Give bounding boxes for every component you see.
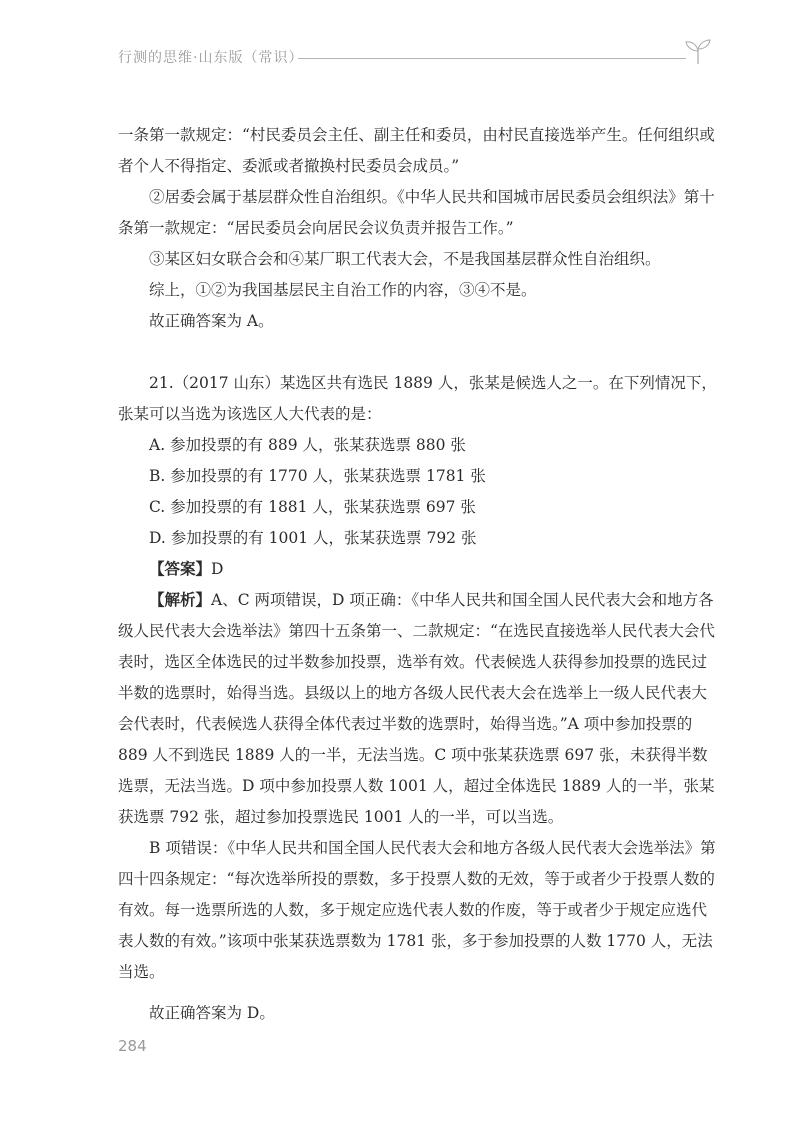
option-b: B. 参加投票的有 1770 人，张某获选票 1781 张 bbox=[149, 467, 486, 485]
paragraph: 一条第一款规定：“村民委员会主任、副主任和委员，由村民直接选举产生。任何组织或者个人不得指定、委派或者撤换村民委员会成员。” bbox=[118, 126, 715, 175]
running-header bbox=[118, 44, 718, 74]
analysis-paragraph bbox=[118, 585, 718, 833]
paragraph: 综上，①②为我国基层民主自治工作的内容，③④不是。 bbox=[149, 281, 537, 299]
question-stem: 21.（2017 山东）某选区共有选民 1889 人，张某是候选人之一。在下列情况下，张某可以当选为该选区人大代表的是： bbox=[118, 374, 717, 423]
analysis-label: 【解析】 bbox=[149, 591, 212, 609]
book-title: 行测的思维·山东版（常识） bbox=[118, 50, 304, 66]
page-body bbox=[118, 120, 718, 1029]
answer-label: 【答案】 bbox=[149, 560, 212, 578]
analysis-paragraph: B 项错误：《中华人民共和国全国人民代表大会和地方各级人民代表大会选举法》第四十四条规定：“每次选举所投的票数，多于投票人数的无效，等于或者少于投票人数的有效。每一选票所选的人数，多于规定应选代表人数的作废，等于或者少于规定应选代表人数的有效。”该项中张某获选票数为 1781 张，多于参加投票的人数 1770 人，无法当选。 bbox=[118, 839, 716, 981]
answer-line bbox=[118, 554, 718, 585]
option-a: A. 参加投票的有 889 人，张某获选票 880 张 bbox=[149, 436, 466, 454]
paragraph: 故正确答案为 A。 bbox=[149, 312, 274, 330]
header-divider bbox=[298, 58, 686, 59]
sprout-icon bbox=[684, 38, 712, 64]
paragraph: ③某区妇女联合会和④某厂职工代表大会，不是我国基层群众性自治组织。 bbox=[149, 250, 661, 268]
conclusion: 故正确答案为 D。 bbox=[149, 1004, 275, 1022]
page-number: 284 bbox=[118, 1037, 147, 1055]
paragraph: ②居委会属于基层群众性自治组织。《中华人民共和国城市居民委员会组织法》第十条第一款规定：“居民委员会向居民会议负责并报告工作。” bbox=[118, 188, 715, 237]
option-c: C. 参加投票的有 1881 人，张某获选票 697 张 bbox=[149, 498, 476, 516]
option-d: D. 参加投票的有 1001 人，张某获选票 792 张 bbox=[149, 529, 477, 547]
analysis-text: A、C 两项错误，D 项正确：《中华人民共和国全国人民代表大会和地方各级人民代表大会选举法》第四十五条第一、二款规定：“在选民直接选举人民代表大会代表时，选区全体选民的过半数参加投票，选举有效。代表候选人获得参加投票的选民过半数的选票时，始得当选。县级以上的地方各级人民代表大会在选举上一级人民代表大会代表时，代表候选人获得全体代表过半数的选票时，始得当选。”A 项中参加投票的 889 人不到选民 1889 人的一半，无法当选。C 项中张某获选票 697 张，未获得半数选票，无法当选。D 项中参加投票人数 1001 人，超过全体选民 1889 人的一半，张某获选票 792 张，超过参加投票选民 1001 人的一半，可以当选。 bbox=[118, 591, 715, 826]
answer-value: D bbox=[211, 560, 224, 578]
